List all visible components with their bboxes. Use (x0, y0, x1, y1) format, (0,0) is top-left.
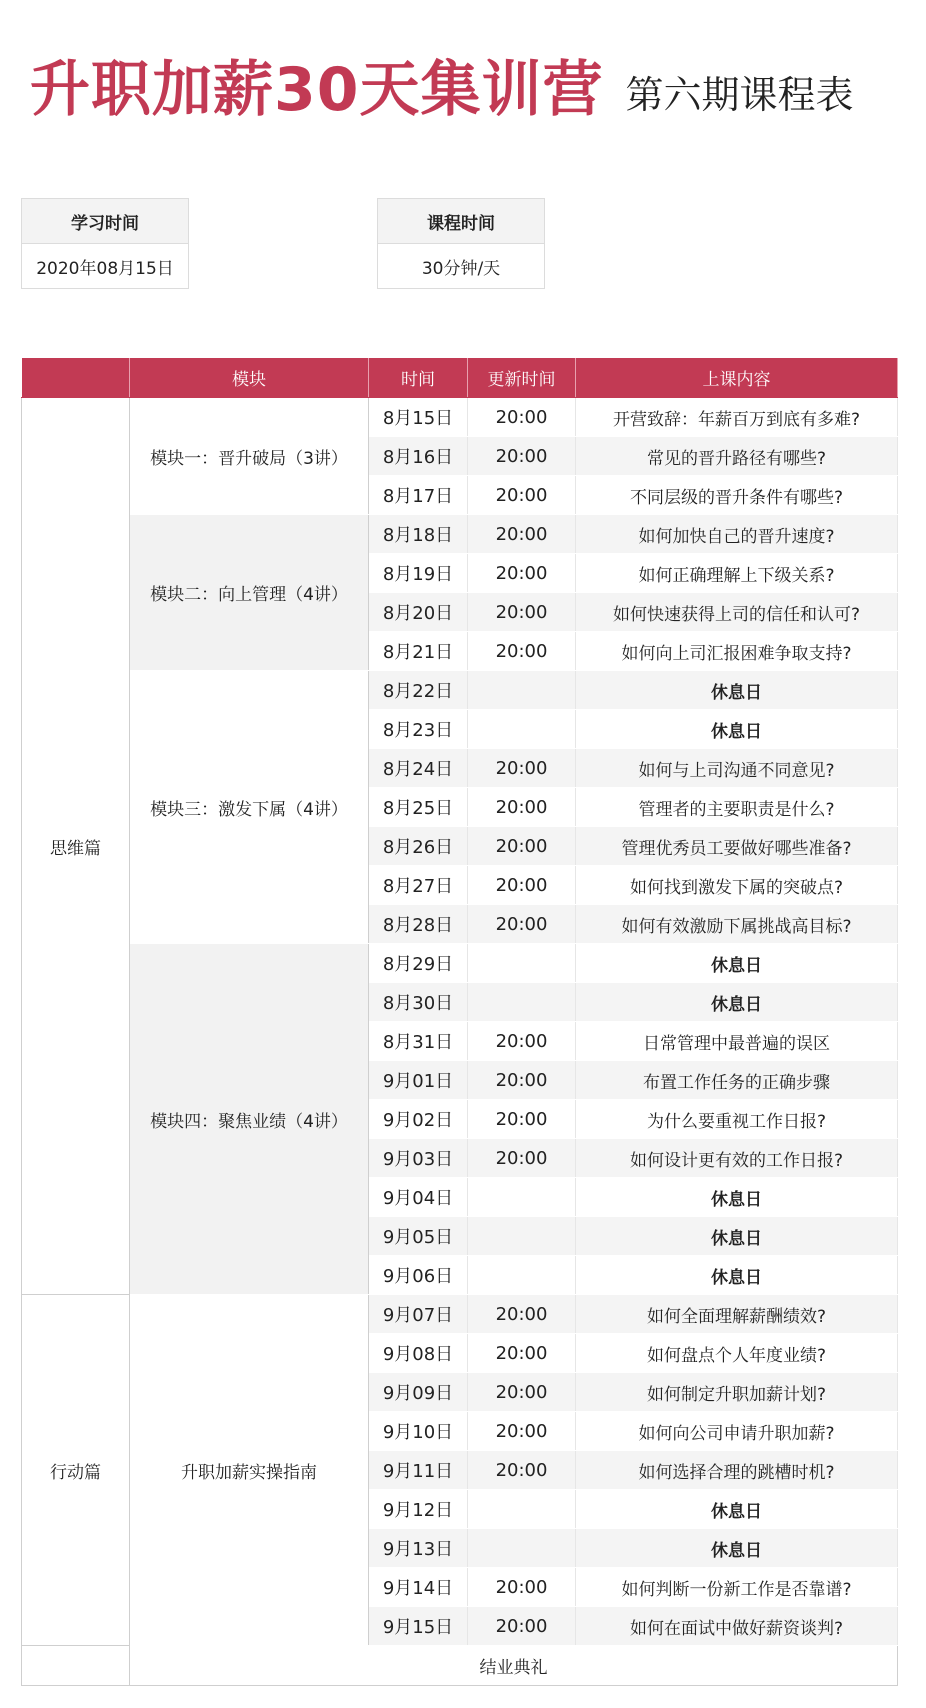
content-cell: 开营致辞：年薪百万到底有多难? (576, 398, 898, 437)
content-cell: 休息日 (576, 710, 898, 749)
date-cell: 9月13日 (369, 1529, 468, 1568)
schedule-table (21, 358, 898, 1686)
content-cell: 如何选择合理的跳槽时机? (576, 1451, 898, 1490)
study-date-label: 学习时间 (22, 199, 188, 244)
update-time-cell: 20:00 (468, 593, 576, 632)
course-duration-label: 课程时间 (378, 199, 544, 244)
update-time-cell (468, 1256, 576, 1295)
content-cell: 如何全面理解薪酬绩效? (576, 1295, 898, 1334)
module-label: 模块二：向上管理（4讲） (130, 515, 369, 671)
update-time-cell: 20:00 (468, 749, 576, 788)
content-cell: 如何找到激发下属的突破点? (576, 866, 898, 905)
update-time-cell: 20:00 (468, 1373, 576, 1412)
content-cell: 休息日 (576, 1256, 898, 1295)
date-cell: 8月20日 (369, 593, 468, 632)
update-time-cell: 20:00 (468, 905, 576, 944)
update-time-cell: 20:00 (468, 1295, 576, 1334)
update-time-cell: 20:00 (468, 1139, 576, 1178)
schedule-header-row (22, 358, 898, 398)
study-date-value: 2020年08月15日 (22, 244, 188, 288)
content-cell: 如何正确理解上下级关系? (576, 554, 898, 593)
date-cell: 8月29日 (369, 944, 468, 983)
date-cell: 8月16日 (369, 437, 468, 476)
section-label: 思维篇 (22, 398, 130, 1295)
update-time-cell (468, 671, 576, 710)
content-cell: 如何制定升职加薪计划? (576, 1373, 898, 1412)
content-cell: 如何向上司汇报困难争取支持? (576, 632, 898, 671)
date-cell: 9月08日 (369, 1334, 468, 1373)
content-cell: 休息日 (576, 671, 898, 710)
update-time-cell: 20:00 (468, 1061, 576, 1100)
update-time-cell (468, 1490, 576, 1529)
date-cell: 8月23日 (369, 710, 468, 749)
content-cell: 如何与上司沟通不同意见? (576, 749, 898, 788)
content-cell: 休息日 (576, 944, 898, 983)
content-cell: 管理者的主要职责是什么? (576, 788, 898, 827)
closing-ceremony: 结业典礼 (130, 1646, 898, 1686)
date-cell: 9月15日 (369, 1607, 468, 1646)
date-cell: 8月27日 (369, 866, 468, 905)
content-cell: 如何快速获得上司的信任和认可? (576, 593, 898, 632)
section-label: 行动篇 (22, 1295, 130, 1646)
date-cell: 8月30日 (369, 983, 468, 1022)
header-content: 上课内容 (576, 358, 898, 398)
date-cell: 8月19日 (369, 554, 468, 593)
date-cell: 9月12日 (369, 1490, 468, 1529)
table-row (22, 671, 898, 710)
date-cell: 9月01日 (369, 1061, 468, 1100)
date-cell: 9月02日 (369, 1100, 468, 1139)
update-time-cell: 20:00 (468, 788, 576, 827)
table-row (22, 515, 898, 554)
header-group (22, 358, 130, 398)
date-cell: 8月15日 (369, 398, 468, 437)
date-cell: 9月10日 (369, 1412, 468, 1451)
date-cell: 8月18日 (369, 515, 468, 554)
content-cell: 如何盘点个人年度业绩? (576, 1334, 898, 1373)
module-label: 模块一：晋升破局（3讲） (130, 398, 369, 515)
update-time-cell (468, 1178, 576, 1217)
header-time: 时间 (369, 358, 468, 398)
update-time-cell: 20:00 (468, 554, 576, 593)
content-cell: 常见的晋升路径有哪些? (576, 437, 898, 476)
date-cell: 8月26日 (369, 827, 468, 866)
table-row (22, 944, 898, 983)
table-row (22, 1295, 898, 1334)
date-cell: 8月17日 (369, 476, 468, 515)
content-cell: 休息日 (576, 1529, 898, 1568)
content-cell: 如何判断一份新工作是否靠谱? (576, 1568, 898, 1607)
update-time-cell (468, 710, 576, 749)
update-time-cell: 20:00 (468, 1607, 576, 1646)
content-cell: 休息日 (576, 983, 898, 1022)
course-duration-value: 30分钟/天 (378, 244, 544, 288)
date-cell: 8月25日 (369, 788, 468, 827)
content-cell: 为什么要重视工作日报? (576, 1100, 898, 1139)
update-time-cell: 20:00 (468, 1412, 576, 1451)
date-cell: 8月28日 (369, 905, 468, 944)
study-date-box (21, 198, 189, 289)
update-time-cell (468, 1217, 576, 1256)
date-cell: 8月22日 (369, 671, 468, 710)
closing-group-cell (22, 1646, 130, 1686)
update-time-cell (468, 1529, 576, 1568)
header-module: 模块 (130, 358, 369, 398)
update-time-cell: 20:00 (468, 437, 576, 476)
page-title: 升职加薪30天集训营 (30, 55, 604, 125)
update-time-cell (468, 944, 576, 983)
date-cell: 8月31日 (369, 1022, 468, 1061)
date-cell: 9月11日 (369, 1451, 468, 1490)
page-subtitle: 第六期课程表 (625, 73, 854, 117)
update-time-cell: 20:00 (468, 632, 576, 671)
date-cell: 9月06日 (369, 1256, 468, 1295)
content-cell: 休息日 (576, 1217, 898, 1256)
content-cell: 休息日 (576, 1178, 898, 1217)
content-cell: 日常管理中最普遍的误区 (576, 1022, 898, 1061)
closing-row (22, 1646, 898, 1686)
date-cell: 9月09日 (369, 1373, 468, 1412)
update-time-cell: 20:00 (468, 827, 576, 866)
update-time-cell: 20:00 (468, 515, 576, 554)
update-time-cell: 20:00 (468, 476, 576, 515)
date-cell: 9月03日 (369, 1139, 468, 1178)
module-label: 模块三：激发下属（4讲） (130, 671, 369, 944)
date-cell: 9月07日 (369, 1295, 468, 1334)
content-cell: 管理优秀员工要做好哪些准备? (576, 827, 898, 866)
page-header (30, 30, 854, 125)
update-time-cell: 20:00 (468, 1022, 576, 1061)
content-cell: 如何设计更有效的工作日报? (576, 1139, 898, 1178)
content-cell: 不同层级的晋升条件有哪些? (576, 476, 898, 515)
date-cell: 9月04日 (369, 1178, 468, 1217)
content-cell: 如何加快自己的晋升速度? (576, 515, 898, 554)
header-update-time: 更新时间 (468, 358, 576, 398)
update-time-cell: 20:00 (468, 1334, 576, 1373)
content-cell: 布置工作任务的正确步骤 (576, 1061, 898, 1100)
date-cell: 9月14日 (369, 1568, 468, 1607)
table-row (22, 398, 898, 437)
update-time-cell: 20:00 (468, 866, 576, 905)
content-cell: 休息日 (576, 1490, 898, 1529)
content-cell: 如何有效激励下属挑战高目标? (576, 905, 898, 944)
date-cell: 9月05日 (369, 1217, 468, 1256)
module-label: 升职加薪实操指南 (130, 1295, 369, 1646)
course-duration-box (377, 198, 545, 289)
content-cell: 如何向公司申请升职加薪? (576, 1412, 898, 1451)
update-time-cell: 20:00 (468, 1451, 576, 1490)
module-label: 模块四：聚焦业绩（4讲） (130, 944, 369, 1295)
date-cell: 8月24日 (369, 749, 468, 788)
update-time-cell: 20:00 (468, 1100, 576, 1139)
date-cell: 8月21日 (369, 632, 468, 671)
update-time-cell: 20:00 (468, 1568, 576, 1607)
update-time-cell: 20:00 (468, 398, 576, 437)
content-cell: 如何在面试中做好薪资谈判? (576, 1607, 898, 1646)
update-time-cell (468, 983, 576, 1022)
